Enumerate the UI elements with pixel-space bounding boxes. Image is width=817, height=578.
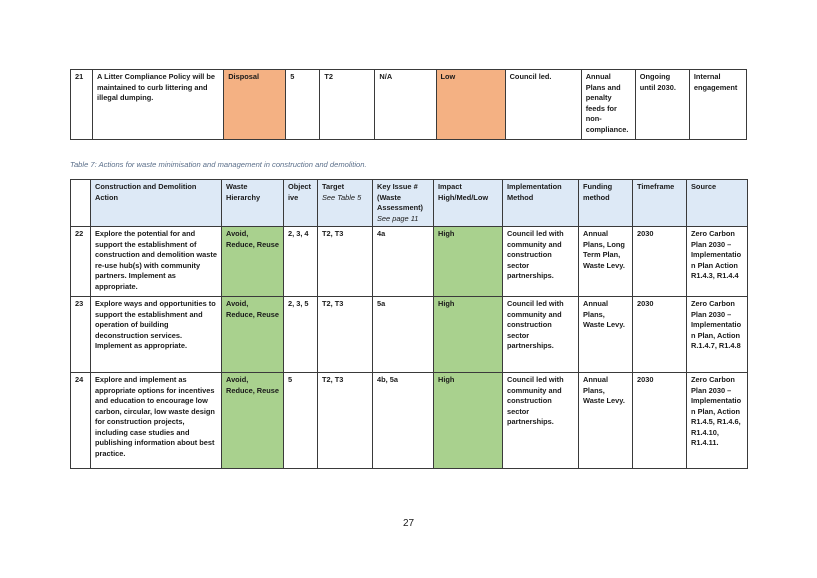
action-cell: A Litter Compliance Policy will be maintained to curb littering and illegal dumping. xyxy=(93,70,224,140)
row-number: 23 xyxy=(71,297,91,373)
hierarchy-cell: Avoid, Reduce, Reuse xyxy=(222,297,284,373)
table-row xyxy=(71,227,748,297)
key-issue-cell: 4b, 5a xyxy=(373,373,434,469)
header-hierarchy: Waste Hierarchy xyxy=(222,180,284,227)
action-cell: Explore ways and opportunities to support the establishment and operation of building deconstruction services. Implement as appropriate. xyxy=(91,297,222,373)
source-cell: Zero Carbon Plan 2030 – Implementation Plan Action R1.4.3, R1.4.4 xyxy=(687,227,748,297)
impact-cell: Low xyxy=(436,70,505,140)
hierarchy-cell: Disposal xyxy=(224,70,286,140)
header-target-sub: See Table 5 xyxy=(322,192,362,202)
funding-cell: Annual Plans, Waste Levy. xyxy=(579,373,633,469)
action-cell: Explore the potential for and support the establishment of construction and demolition waste re-use hub(s) with community partners. Implement as appropriate. xyxy=(91,227,222,297)
source-cell: Zero Carbon Plan 2030 – Implementation Plan, Action R.1.4.7, R1.4.8 xyxy=(687,297,748,373)
header-method: Implementation Method xyxy=(503,180,579,227)
impact-cell: High xyxy=(434,297,503,373)
construction-demolition-table xyxy=(70,179,748,469)
hierarchy-cell: Avoid, Reduce, Reuse xyxy=(222,373,284,469)
table-caption: Table 7: Actions for waste minimisation and management in construction and demolition. xyxy=(70,160,367,169)
header-source: Source xyxy=(687,180,748,227)
key-issue-cell: 5a xyxy=(373,297,434,373)
impact-cell: High xyxy=(434,227,503,297)
source-cell: Zero Carbon Plan 2030 – Implementation Plan, Action R1.4.5, R1.4.6, R1.4.10, R1.4.11. xyxy=(687,373,748,469)
header-number xyxy=(71,180,91,227)
table-row xyxy=(71,373,748,469)
header-objective: Objective xyxy=(284,180,318,227)
objective-cell: 2, 3, 5 xyxy=(284,297,318,373)
header-key-issue-sub: See page 11 xyxy=(377,213,419,223)
objective-cell: 2, 3, 4 xyxy=(284,227,318,297)
target-cell: T2, T3 xyxy=(318,297,373,373)
method-cell: Council led with community and construction sector partnerships. xyxy=(503,297,579,373)
source-cell: Internal engagement xyxy=(689,70,746,140)
header-target-label: Target xyxy=(322,182,345,191)
impact-cell: High xyxy=(434,373,503,469)
header-funding: Funding method xyxy=(579,180,633,227)
header-timeframe: Timeframe xyxy=(633,180,687,227)
target-cell: T2 xyxy=(320,70,375,140)
header-key-issue xyxy=(373,180,434,227)
header-row xyxy=(71,180,748,227)
funding-cell: Annual Plans, Waste Levy. xyxy=(579,297,633,373)
funding-cell: Annual Plans, Long Term Plan, Waste Levy. xyxy=(579,227,633,297)
funding-cell: Annual Plans and penalty feeds for non-compliance. xyxy=(581,70,635,140)
objective-cell: 5 xyxy=(284,373,318,469)
row-number: 21 xyxy=(71,70,93,140)
header-target xyxy=(318,180,373,227)
method-cell: Council led with community and construction sector partnerships. xyxy=(503,227,579,297)
objective-cell: 5 xyxy=(286,70,320,140)
action-cell: Explore and implement as appropriate options for incentives and education to encourage low carbon, circular, low waste design for construction projects, including case studies and publishing information about best practice. xyxy=(91,373,222,469)
key-issue-cell: 4a xyxy=(373,227,434,297)
timeframe-cell: 2030 xyxy=(633,297,687,373)
page-number: 27 xyxy=(402,518,415,529)
timeframe-cell: 2030 xyxy=(633,227,687,297)
header-action: Construction and Demolition Action xyxy=(91,180,222,227)
litter-policy-table xyxy=(70,69,747,140)
target-cell: T2, T3 xyxy=(318,227,373,297)
table-row xyxy=(71,297,748,373)
row-number: 24 xyxy=(71,373,91,469)
target-cell: T2, T3 xyxy=(318,373,373,469)
table-row xyxy=(71,70,747,140)
header-impact: Impact High/Med/Low xyxy=(434,180,503,227)
method-cell: Council led. xyxy=(505,70,581,140)
timeframe-cell: 2030 xyxy=(633,373,687,469)
row-number: 22 xyxy=(71,227,91,297)
method-cell: Council led with community and construction sector partnerships. xyxy=(503,373,579,469)
timeframe-cell: Ongoing until 2030. xyxy=(635,70,689,140)
hierarchy-cell: Avoid, Reduce, Reuse xyxy=(222,227,284,297)
key-issue-cell: N/A xyxy=(375,70,436,140)
header-key-issue-label: Key Issue # (Waste Assessment) xyxy=(377,182,424,212)
